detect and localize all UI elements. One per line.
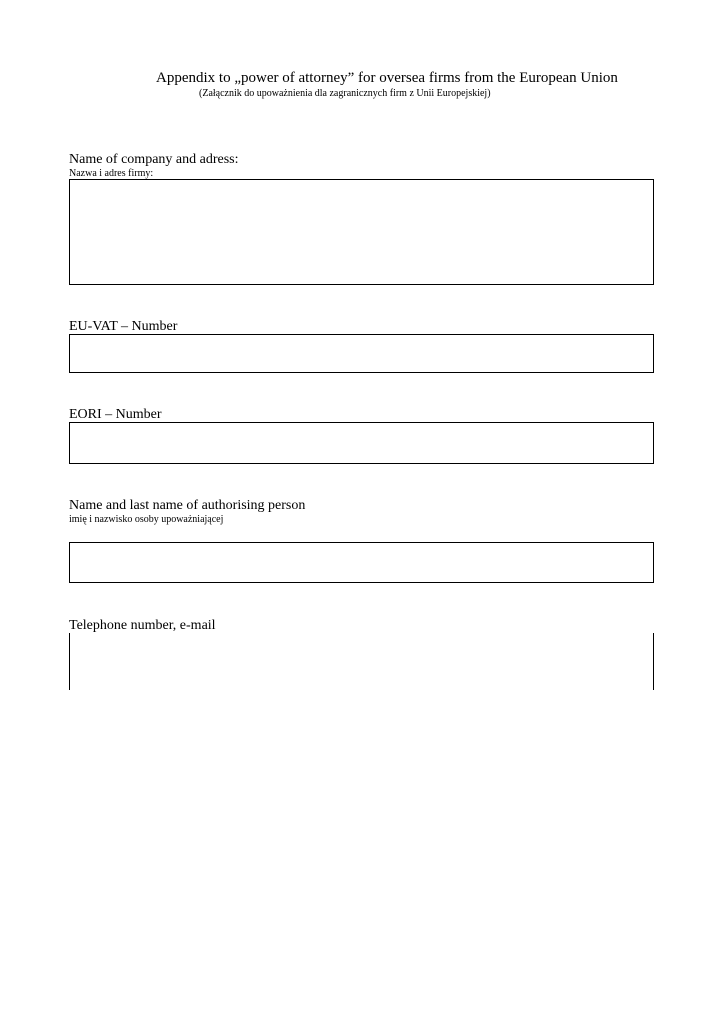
contact-field[interactable]	[69, 633, 654, 690]
eori-label: EORI – Number	[69, 407, 162, 422]
document-title: Appendix to „power of attorney” for oversea firms from the European Union	[156, 70, 618, 86]
authorising-person-field[interactable]	[69, 542, 654, 583]
company-sublabel: Nazwa i adres firmy:	[69, 168, 154, 179]
authorising-person-label: Name and last name of authorising person	[69, 498, 306, 513]
contact-label: Telephone number, e-mail	[69, 618, 216, 633]
company-label: Name of company and adress:	[69, 152, 239, 167]
authorising-person-sublabel: imię i nazwisko osoby upoważniającej	[69, 514, 224, 525]
eu-vat-field[interactable]	[69, 334, 654, 373]
eu-vat-label: EU-VAT – Number	[69, 319, 178, 334]
eori-field[interactable]	[69, 422, 654, 464]
company-field[interactable]	[69, 179, 654, 285]
document-subtitle: (Załącznik do upoważnienia dla zagranicznych firm z Unii Europejskiej)	[199, 88, 491, 99]
